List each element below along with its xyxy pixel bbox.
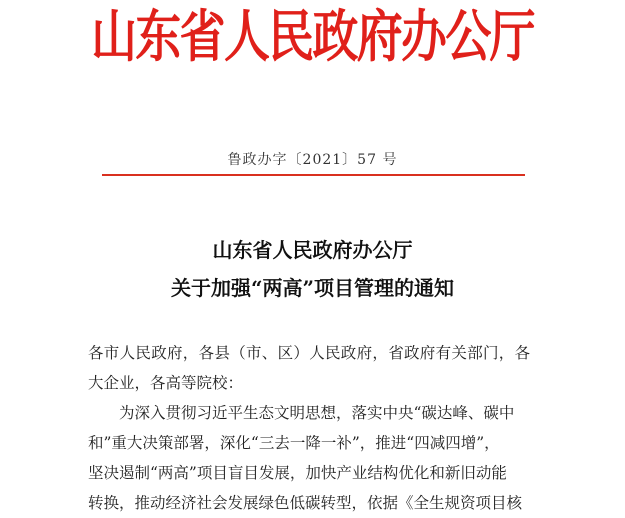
body-line: 各市人民政府，各县（市、区）人民政府，省政府有关部门，各 <box>88 344 531 362</box>
body-line: 转换，推动经济社会发展绿色低碳转型，依据《全生规资项目核 <box>88 494 523 512</box>
masthead-title: 山东省人民政府办公厅 <box>91 5 534 70</box>
notice-title-line-1: 山东省人民政府办公厅 <box>212 238 413 262</box>
body-line: 大企业，各高等院校： <box>88 374 244 392</box>
body-line: 为深入贯彻习近平生态文明思想，落实中央“碳达峰、碳中 <box>119 404 515 422</box>
body-line: 坚决遏制“两高”项目盲目发展，加快产业结构优化和新旧动能 <box>88 464 507 482</box>
body-line: 和”重大决策部署，深化“三去一降一补”，推进“四减四增”， <box>88 434 500 452</box>
notice-title-line-2: 关于加强“两高”项目管理的通知 <box>170 276 454 300</box>
document-number: 鲁政办字〔2021〕57 号 <box>227 152 398 168</box>
red-divider-rule <box>102 174 525 176</box>
